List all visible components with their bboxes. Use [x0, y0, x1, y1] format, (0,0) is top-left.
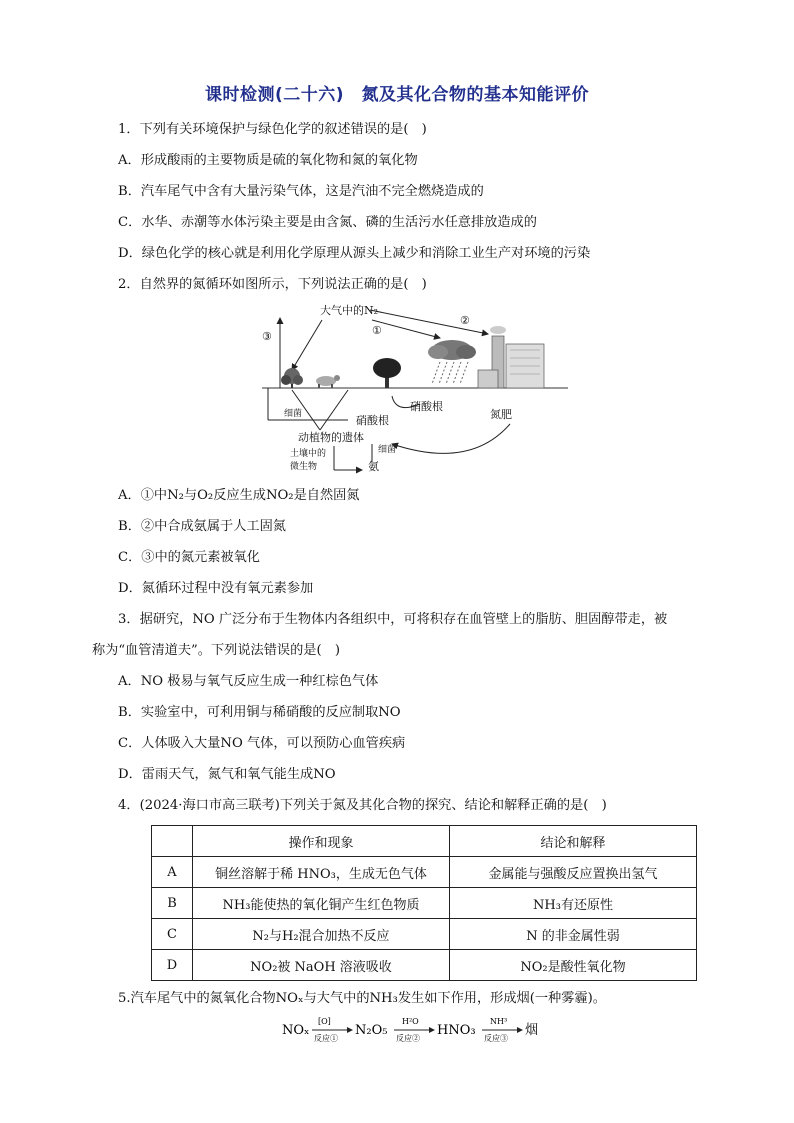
- table-cell: NH₃有还原性: [450, 888, 697, 919]
- q5-stem: 5.汽车尾气中的氮氧化合物NOₓ与大气中的NH₃发生如下作用，形成烟(一种雾霾)。: [118, 991, 606, 1006]
- q2-stem: 2．自然界的氮循环如图所示，下列说法正确的是( ): [118, 277, 427, 292]
- page-title: 课时检测(二十六) 氮及其化合物的基本知能评价: [204, 85, 590, 105]
- q2-option-b: B．②中合成氨属于人工固氮: [118, 519, 286, 534]
- q1-option-d: D．绿色化学的核心就是利用化学原理从源头上减少和消除工业生产对环境的污染: [118, 246, 591, 261]
- q3-stem-line1: 3．据研究，NO 广泛分布于生物体内各组织中，可将积存在血管壁上的脂肪、胆固醇带走，被: [118, 612, 668, 627]
- table-cell: NH₃能使热的氧化铜产生红色物质: [193, 888, 450, 919]
- q4-stem: 4．(2024·海口市高三联考)下列关于氮及其化合物的探究、结论和解释正确的是( ): [118, 798, 607, 813]
- q3-option-b: B．实验室中，可利用铜与稀硝酸的反应制取NO: [118, 705, 401, 720]
- microbe-label-1: 土壤中的: [290, 449, 327, 459]
- table-header-cell: 操作和现象: [193, 826, 450, 857]
- q3-option-c: C．人体吸入大量NO 气体，可以预防心血管疾病: [118, 736, 406, 751]
- mark-2: ②: [460, 314, 470, 327]
- table-cell: D: [152, 950, 193, 981]
- q3-option-d: D．雷雨天气，氮气和氧气能生成NO: [118, 767, 336, 782]
- ammonia-label: 氨: [368, 460, 379, 473]
- eq-species-0: NOₓ: [282, 1023, 310, 1038]
- table-header-cell: 结论和解释: [450, 826, 697, 857]
- table-cell: B: [152, 888, 193, 919]
- bacteria-label-2: 细菌: [378, 445, 397, 455]
- eq-arrow2-bottom: 反应②: [396, 1034, 420, 1043]
- table-cell: NO₂是酸性氧化物: [450, 950, 697, 981]
- q2-option-a: A．①中N₂与O₂反应生成NO₂是自然固氮: [118, 488, 360, 503]
- eq-arrow3-bottom: 反应③: [484, 1034, 508, 1043]
- nitrate-label-2: 硝酸根: [410, 400, 443, 413]
- table-cell: N₂与H₂混合加热不反应: [193, 919, 450, 950]
- table-cell: A: [152, 857, 193, 888]
- table-cell: N 的非金属性弱: [450, 919, 697, 950]
- mark-1: ①: [372, 324, 382, 337]
- eq-arrow1-top: [O]: [318, 1017, 331, 1026]
- microbe-label-2: 微生物: [290, 462, 318, 472]
- table-cell: NO₂被 NaOH 溶液吸收: [193, 950, 450, 981]
- q3-stem-line2: 称为“血管清道夫”。下列说法错误的是( ): [92, 643, 340, 658]
- eq-species-2: HNO₃: [437, 1023, 476, 1038]
- eq-arrow3-top: NH³: [490, 1017, 508, 1026]
- fertilizer-label: 氮肥: [490, 408, 512, 421]
- mark-3: ③: [262, 330, 272, 343]
- eq-arrow1-bottom: 反应①: [314, 1034, 338, 1043]
- table-cell: C: [152, 919, 193, 950]
- q3-option-a: A．NO 极易与氧气反应生成一种红棕色气体: [118, 674, 379, 689]
- q1-option-a: A．形成酸雨的主要物质是硫的氧化物和氮的氧化物: [118, 153, 418, 168]
- q1-option-b: B．汽车尾气中含有大量污染气体，这是汽油不完全燃烧造成的: [118, 184, 484, 199]
- q2-option-c: C．③中的氮元素被氧化: [118, 550, 260, 565]
- q2-option-d: D．氮循环过程中没有氧元素参加: [118, 581, 314, 596]
- bacteria-label-1: 细菌: [284, 409, 303, 419]
- table-cell: 金属能与强酸反应置换出氢气: [450, 857, 697, 888]
- eq-arrow2-top: H²O: [402, 1017, 419, 1026]
- eq-species-3: 烟: [525, 1023, 539, 1038]
- atmosphere-label: 大气中的N₂: [320, 304, 379, 317]
- q1-stem: 1．下列有关环境保护与绿色化学的叙述错误的是( ): [118, 122, 427, 137]
- q1-option-c: C．水华、赤潮等水体污染主要是由含氮、磷的生活污水任意排放造成的: [118, 215, 537, 230]
- table-cell: 铜丝溶解于稀 HNO₃，生成无色气体: [193, 857, 450, 888]
- remains-label: 动植物的遗体: [298, 431, 364, 444]
- nitrate-label-1: 硝酸根: [356, 414, 389, 427]
- eq-species-1: N₂O₅: [355, 1023, 388, 1038]
